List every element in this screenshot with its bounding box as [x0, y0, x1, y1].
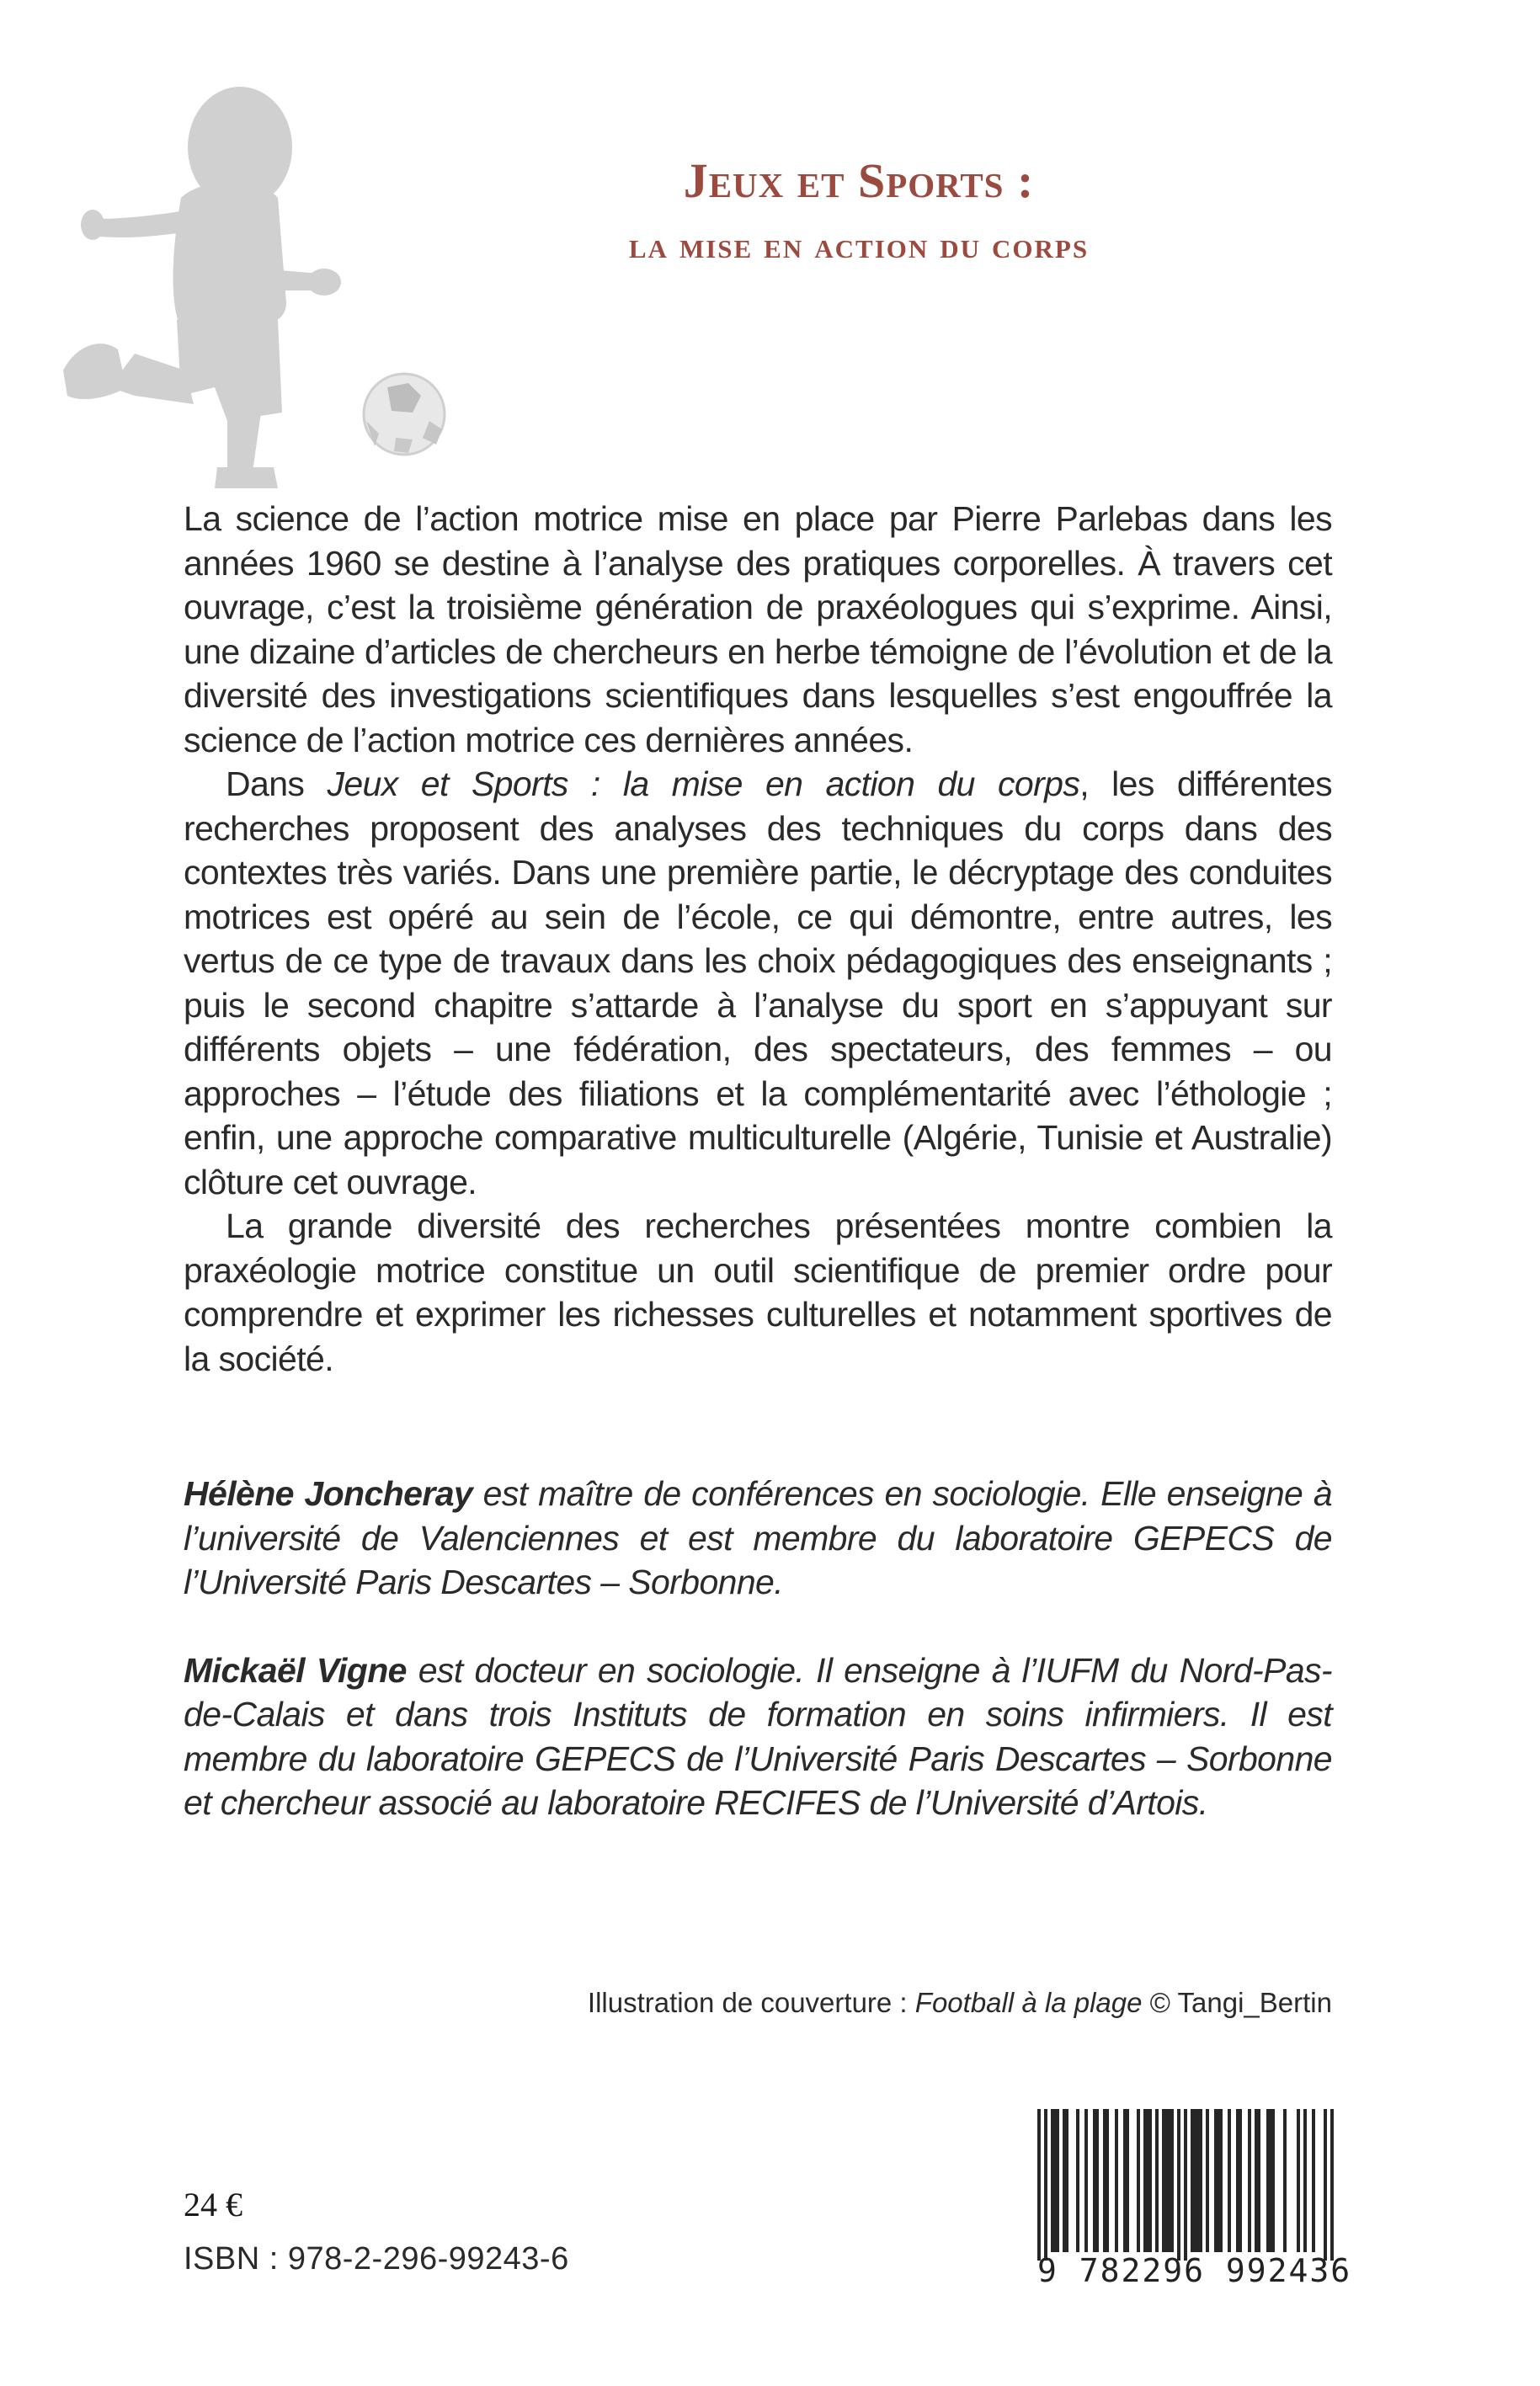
author-bios [184, 1472, 1332, 1869]
barcode-digits: 9 782296 992436 [1037, 2252, 1352, 2289]
football-icon [364, 374, 445, 455]
price: 24 € [184, 2186, 242, 2224]
isbn-barcode [1037, 2109, 1352, 2290]
summary-paragraph-2 [184, 762, 1332, 1204]
cover-illustration-child-football [34, 51, 488, 488]
title-main: Jeux et Sports : [683, 153, 1035, 208]
author-bio-text: est docteur en sociologie. Il enseigne à l’IUFM du Nord-Pas-de-Calais et dans trois Instituts de formation en soins infirmiers. Il est membre du laboratoire GEPECS de l’Université Paris Descartes – Sorbonne et chercheur associé au laboratoire RECIFES de l’Université d’Artois. [184, 1650, 1332, 1822]
credit-work-title: Football à la plage [914, 1987, 1143, 2018]
title-subtitle: la mise en action du corps [628, 225, 1090, 266]
summary-p2-book-title: Jeux et Sports : la mise en action du corps [327, 764, 1080, 803]
summary-p2-rest: , les différentes recherches proposent des analyses des techniques du corps dans des contextes très variés. Dans une première partie, le décryptage des conduites motrices est opéré au sein de l’école, ce qui démontre, entre autres, les vertus de ce type de travaux dans les choix pédagogiques des enseignants ; puis le second chapitre s’attarde à l’analyse du sport en s’appuyant sur différents objets – une fédération, des spectateurs, des femmes – ou approches – l’étude des filiations et la complémentarité avec l’éthologie ; enfin, une approche comparative multiculturelle (Algérie, Tunisie et Australie) clôture cet ouvrage. [184, 764, 1332, 1201]
barcode-bars-icon [1037, 2109, 1349, 2261]
summary-paragraph-1: La science de l’action motrice mise en place par Pierre Parlebas dans les années 1960 se destine à l’analyse des pratiques corporelles. À travers cet ouvrage, c’est la troisième génération de praxéologues qui s’exprime. Ainsi, une dizaine d’articles de chercheurs en herbe témoigne de l’évolution et de la diversité des investigations scientifiques dans lesquelles s’est engouffrée la science de l’action motrice ces dernières années. [184, 499, 1332, 759]
author-bio-1 [184, 1472, 1332, 1605]
author-name: Hélène Joncheray [184, 1474, 473, 1513]
child-kicking-ball-icon [34, 51, 488, 488]
book-title [438, 152, 1280, 269]
summary-paragraph-3: La grande diversité des recherches présentées montre combien la praxéologie motrice constitue un outil scientifique de premier ordre pour comprendre et exprimer les richesses culturelles et notamment sportives de la société. [184, 1206, 1332, 1378]
summary-p2-prefix: Dans [226, 764, 328, 803]
author-bio-text: est maître de conférences en sociologie. Elle enseigne à l’université de Valenciennes et est membre du laboratoire GEPECS de l’Université Paris Descartes – Sorbonne. [184, 1474, 1332, 1601]
illustration-credit [588, 1987, 1332, 2019]
summary-text [184, 497, 1332, 1381]
author-name: Mickaël Vigne [184, 1650, 407, 1690]
credit-prefix: Illustration de couverture : [587, 1987, 915, 2018]
credit-suffix: © Tangi_Bertin [1142, 1987, 1332, 2018]
author-bio-2 [184, 1648, 1332, 1825]
isbn: ISBN : 978-2-296-99243-6 [184, 2241, 569, 2277]
